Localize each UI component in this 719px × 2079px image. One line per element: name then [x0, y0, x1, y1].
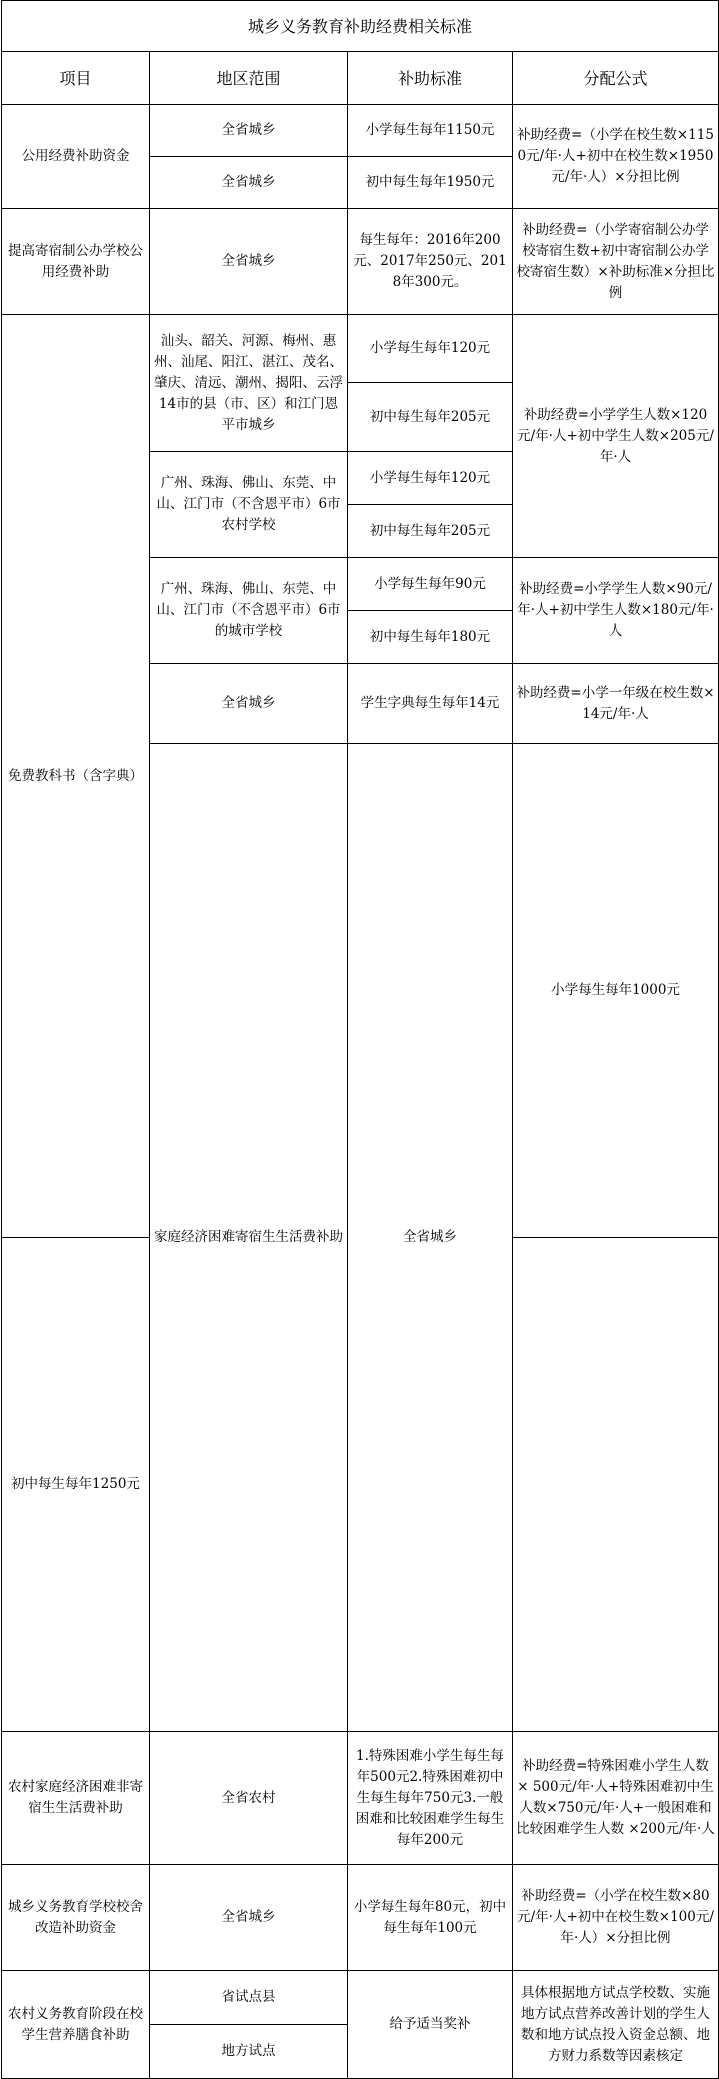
- standard-cell: 初中每生每年1250元: [2, 1238, 150, 1732]
- standard-cell: 小学每生每年1000元: [513, 744, 719, 1238]
- formula-cell: 补助经费=（小学在校生数×1150元/年·人+初中在校生数×1950元/年·人）×分担比例: [513, 105, 719, 209]
- standard-cell: 初中每生每年180元: [348, 611, 513, 664]
- table-title: 城乡义务教育补助经费相关标准: [2, 1, 719, 52]
- standard-cell: 初中每生每年205元: [348, 505, 513, 558]
- region-cell: 全省城乡: [150, 157, 348, 209]
- region-cell: 地方试点: [150, 2025, 348, 2079]
- standard-cell: 每生每年：2016年200元、2017年250元、2018年300元。: [348, 209, 513, 315]
- formula-cell: 补助经费=小学一年级在校生数×14元/年·人: [513, 664, 719, 744]
- subsidy-standards-table: [1, 0, 719, 2079]
- standard-cell: 小学每生每年120元: [348, 452, 513, 505]
- region-cell: 汕头、韶关、河源、梅州、惠州、汕尾、阳江、湛江、茂名、肇庆、清远、潮州、揭阳、云浮14市的县（市、区）和江门恩平市城乡: [150, 315, 348, 452]
- item-cell: 免费教科书（含字典）: [2, 315, 150, 1238]
- item-cell: 家庭经济困难寄宿生生活费补助: [150, 744, 348, 1732]
- region-cell: 广州、珠海、佛山、东莞、中山、江门市（不含恩平市）6市的城市学校: [150, 558, 348, 664]
- header-item: 项目: [2, 52, 150, 105]
- region-cell: 省试点县: [150, 1971, 348, 2025]
- formula-cell: 补助经费=特殊困难小学生人数 × 500元/年·人+特殊困难初中生人数×750元/年·人+一般困难和比较困难学生人数 ×200元/年·人: [513, 1732, 719, 1865]
- standard-cell: 小学每生每年80元，初中每生每年100元: [348, 1865, 513, 1971]
- standard-cell: 初中每生每年205元: [348, 383, 513, 452]
- region-cell: 全省农村: [150, 1732, 348, 1865]
- header-region: 地区范围: [150, 52, 348, 105]
- item-cell: 提高寄宿制公办学校公用经费补助: [2, 209, 150, 315]
- standard-cell: 学生字典每生每年14元: [348, 664, 513, 744]
- item-cell: 农村义务教育阶段在校学生营养膳食补助: [2, 1971, 150, 2079]
- formula-cell: 具体根据地方试点学校数、实施地方试点营养改善计划的学生人数和地方试点投入资金总额、地方财力系数等因素核定: [513, 1971, 719, 2079]
- standard-cell: 小学每生每年1150元: [348, 105, 513, 157]
- standard-cell: 给予适当奖补: [348, 1971, 513, 2079]
- region-cell: 广州、珠海、佛山、东莞、中山、江门市（不含恩平市）6市农村学校: [150, 452, 348, 558]
- item-cell: 城乡义务教育学校校舍改造补助资金: [2, 1865, 150, 1971]
- standard-cell: 1.特殊困难小学生每生每年500元2.特殊困难初中生每生每年750元3.一般困难和比较困难学生每生每年200元: [348, 1732, 513, 1865]
- region-cell: 全省城乡: [150, 105, 348, 157]
- header-formula: 分配公式: [513, 52, 719, 105]
- region-cell: 全省城乡: [348, 744, 513, 1732]
- formula-cell: 补助经费=小学学生人数×90元/年·人+初中学生人数×180元/年·人: [513, 558, 719, 664]
- item-cell: 农村家庭经济困难非寄宿生生活费补助: [2, 1732, 150, 1865]
- item-cell: 公用经费补助资金: [2, 105, 150, 209]
- formula-cell: 补助经费=（小学在校生数×80元/年·人+初中在校生数×100元/年·人）×分担比例: [513, 1865, 719, 1971]
- standard-cell: 小学每生每年90元: [348, 558, 513, 611]
- region-cell: 全省城乡: [150, 664, 348, 744]
- region-cell: 全省城乡: [150, 1865, 348, 1971]
- formula-cell: 补助经费=小学学生人数×120元/年·人+初中学生人数×205元/年·人: [513, 315, 719, 558]
- header-standard: 补助标准: [348, 52, 513, 105]
- standard-cell: 小学每生每年120元: [348, 315, 513, 383]
- formula-cell: 补助经费=（小学寄宿制公办学校寄宿生数+初中寄宿制公办学校寄宿生数）×补助标准×分担比例: [513, 209, 719, 315]
- standard-cell: 初中每生每年1950元: [348, 157, 513, 209]
- region-cell: 全省城乡: [150, 209, 348, 315]
